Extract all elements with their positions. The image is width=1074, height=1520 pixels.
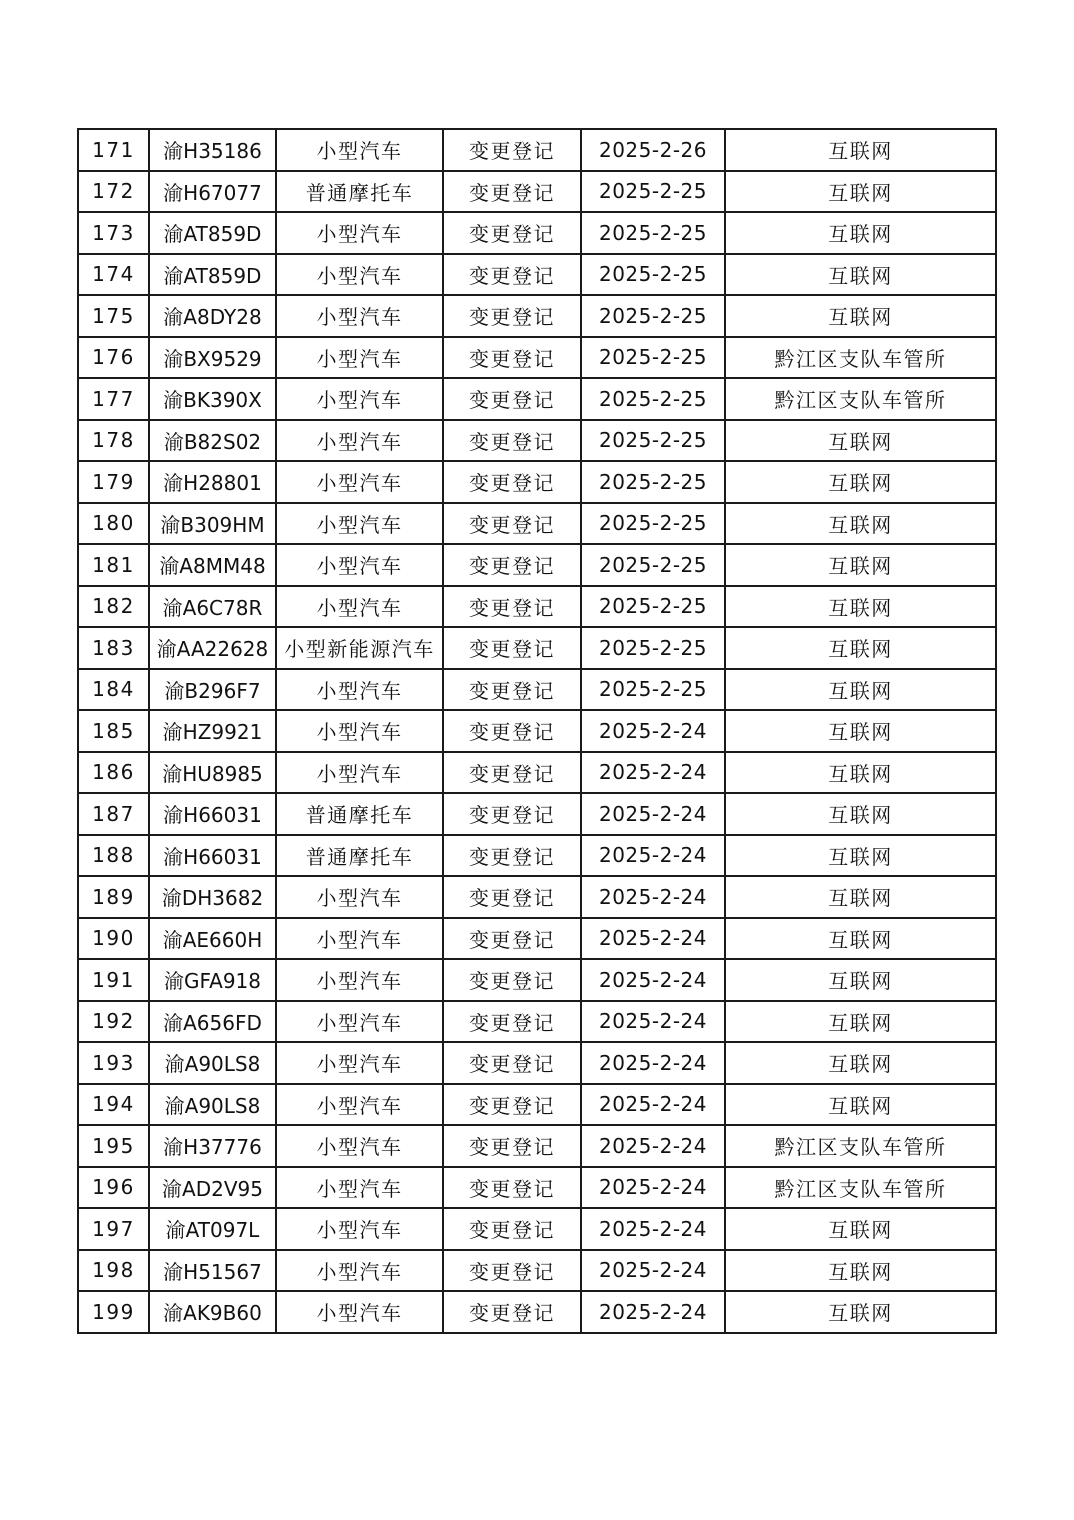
row-number-cell: 177 [78, 378, 149, 420]
table-row [78, 1250, 996, 1292]
channel-cell: 黔江区支队车管所 [725, 1167, 996, 1209]
table-row [78, 1001, 996, 1043]
vehicle-type-cell: 普通摩托车 [276, 171, 443, 213]
channel-cell: 互联网 [725, 420, 996, 462]
table-row [78, 793, 996, 835]
plate-number-cell: 渝B82S02 [149, 420, 276, 462]
row-number-cell: 196 [78, 1167, 149, 1209]
vehicle-type-cell: 小型汽车 [276, 337, 443, 379]
date-cell: 2025-2-25 [581, 503, 725, 545]
row-number-cell: 194 [78, 1084, 149, 1126]
plate-number-cell: 渝H66031 [149, 793, 276, 835]
vehicle-type-cell: 小型汽车 [276, 1042, 443, 1084]
vehicle-type-cell: 小型汽车 [276, 212, 443, 254]
plate-number-cell: 渝A90LS8 [149, 1042, 276, 1084]
vehicle-type-cell: 小型汽车 [276, 1208, 443, 1250]
table-row [78, 295, 996, 337]
plate-number-cell: 渝H37776 [149, 1125, 276, 1167]
business-type-cell: 变更登记 [443, 129, 581, 171]
plate-number-cell: 渝H51567 [149, 1250, 276, 1292]
channel-cell: 互联网 [725, 1042, 996, 1084]
table-row [78, 420, 996, 462]
business-type-cell: 变更登记 [443, 171, 581, 213]
date-cell: 2025-2-24 [581, 752, 725, 794]
vehicle-type-cell: 小型新能源汽车 [276, 627, 443, 669]
date-cell: 2025-2-25 [581, 254, 725, 296]
business-type-cell: 变更登记 [443, 586, 581, 628]
business-type-cell: 变更登记 [443, 918, 581, 960]
plate-number-cell: 渝H66031 [149, 835, 276, 877]
plate-number-cell: 渝DH3682 [149, 876, 276, 918]
vehicle-type-cell: 小型汽车 [276, 1291, 443, 1333]
business-type-cell: 变更登记 [443, 752, 581, 794]
plate-number-cell: 渝A6C78R [149, 586, 276, 628]
date-cell: 2025-2-25 [581, 669, 725, 711]
vehicle-type-cell: 普通摩托车 [276, 793, 443, 835]
channel-cell: 互联网 [725, 752, 996, 794]
business-type-cell: 变更登记 [443, 1250, 581, 1292]
channel-cell: 互联网 [725, 1001, 996, 1043]
table-row [78, 669, 996, 711]
vehicle-type-cell: 小型汽车 [276, 1250, 443, 1292]
table-row [78, 835, 996, 877]
vehicle-type-cell: 小型汽车 [276, 378, 443, 420]
business-type-cell: 变更登记 [443, 503, 581, 545]
date-cell: 2025-2-25 [581, 212, 725, 254]
table-row [78, 1208, 996, 1250]
table-row [78, 710, 996, 752]
row-number-cell: 174 [78, 254, 149, 296]
table-row [78, 627, 996, 669]
channel-cell: 互联网 [725, 586, 996, 628]
business-type-cell: 变更登记 [443, 420, 581, 462]
channel-cell: 互联网 [725, 544, 996, 586]
business-type-cell: 变更登记 [443, 212, 581, 254]
business-type-cell: 变更登记 [443, 295, 581, 337]
channel-cell: 黔江区支队车管所 [725, 378, 996, 420]
plate-number-cell: 渝A90LS8 [149, 1084, 276, 1126]
business-type-cell: 变更登记 [443, 254, 581, 296]
vehicle-type-cell: 小型汽车 [276, 669, 443, 711]
business-type-cell: 变更登记 [443, 876, 581, 918]
business-type-cell: 变更登记 [443, 544, 581, 586]
table-row [78, 544, 996, 586]
plate-number-cell: 渝H35186 [149, 129, 276, 171]
business-type-cell: 变更登记 [443, 835, 581, 877]
channel-cell: 互联网 [725, 254, 996, 296]
plate-number-cell: 渝AE660H [149, 918, 276, 960]
channel-cell: 互联网 [725, 669, 996, 711]
business-type-cell: 变更登记 [443, 959, 581, 1001]
row-number-cell: 176 [78, 337, 149, 379]
business-type-cell: 变更登记 [443, 669, 581, 711]
row-number-cell: 191 [78, 959, 149, 1001]
vehicle-type-cell: 小型汽车 [276, 710, 443, 752]
row-number-cell: 199 [78, 1291, 149, 1333]
plate-number-cell: 渝BK390X [149, 378, 276, 420]
row-number-cell: 183 [78, 627, 149, 669]
date-cell: 2025-2-25 [581, 544, 725, 586]
table-row [78, 1167, 996, 1209]
table-row [78, 918, 996, 960]
date-cell: 2025-2-24 [581, 1208, 725, 1250]
date-cell: 2025-2-24 [581, 710, 725, 752]
plate-number-cell: 渝AA22628 [149, 627, 276, 669]
vehicle-type-cell: 小型汽车 [276, 503, 443, 545]
business-type-cell: 变更登记 [443, 461, 581, 503]
vehicle-type-cell: 小型汽车 [276, 420, 443, 462]
vehicle-type-cell: 小型汽车 [276, 752, 443, 794]
business-type-cell: 变更登记 [443, 337, 581, 379]
table-body [78, 129, 996, 1333]
row-number-cell: 181 [78, 544, 149, 586]
date-cell: 2025-2-24 [581, 1167, 725, 1209]
table-row [78, 254, 996, 296]
business-type-cell: 变更登记 [443, 1125, 581, 1167]
channel-cell: 互联网 [725, 627, 996, 669]
channel-cell: 互联网 [725, 835, 996, 877]
plate-number-cell: 渝A8MM48 [149, 544, 276, 586]
table-row [78, 1042, 996, 1084]
date-cell: 2025-2-25 [581, 586, 725, 628]
channel-cell: 互联网 [725, 129, 996, 171]
plate-number-cell: 渝AT859D [149, 254, 276, 296]
date-cell: 2025-2-24 [581, 1125, 725, 1167]
channel-cell: 互联网 [725, 1250, 996, 1292]
row-number-cell: 171 [78, 129, 149, 171]
plate-number-cell: 渝HZ9921 [149, 710, 276, 752]
date-cell: 2025-2-24 [581, 793, 725, 835]
vehicle-type-cell: 小型汽车 [276, 959, 443, 1001]
vehicle-type-cell: 小型汽车 [276, 129, 443, 171]
table-row [78, 959, 996, 1001]
plate-number-cell: 渝BX9529 [149, 337, 276, 379]
vehicle-type-cell: 小型汽车 [276, 544, 443, 586]
vehicle-type-cell: 小型汽车 [276, 918, 443, 960]
channel-cell: 互联网 [725, 1208, 996, 1250]
row-number-cell: 195 [78, 1125, 149, 1167]
table-row [78, 1084, 996, 1126]
row-number-cell: 175 [78, 295, 149, 337]
channel-cell: 互联网 [725, 918, 996, 960]
table-row [78, 129, 996, 171]
channel-cell: 互联网 [725, 461, 996, 503]
date-cell: 2025-2-25 [581, 378, 725, 420]
channel-cell: 黔江区支队车管所 [725, 1125, 996, 1167]
business-type-cell: 变更登记 [443, 1084, 581, 1126]
table-row [78, 378, 996, 420]
vehicle-type-cell: 小型汽车 [276, 1167, 443, 1209]
date-cell: 2025-2-24 [581, 918, 725, 960]
row-number-cell: 182 [78, 586, 149, 628]
table-row [78, 461, 996, 503]
date-cell: 2025-2-25 [581, 337, 725, 379]
plate-number-cell: 渝AD2V95 [149, 1167, 276, 1209]
plate-number-cell: 渝AT859D [149, 212, 276, 254]
date-cell: 2025-2-24 [581, 1042, 725, 1084]
business-type-cell: 变更登记 [443, 1291, 581, 1333]
vehicle-type-cell: 小型汽车 [276, 295, 443, 337]
vehicle-type-cell: 小型汽车 [276, 461, 443, 503]
row-number-cell: 192 [78, 1001, 149, 1043]
plate-number-cell: 渝A8DY28 [149, 295, 276, 337]
table-row [78, 503, 996, 545]
business-type-cell: 变更登记 [443, 378, 581, 420]
row-number-cell: 198 [78, 1250, 149, 1292]
date-cell: 2025-2-24 [581, 1084, 725, 1126]
channel-cell: 互联网 [725, 959, 996, 1001]
channel-cell: 互联网 [725, 1084, 996, 1126]
channel-cell: 黔江区支队车管所 [725, 337, 996, 379]
date-cell: 2025-2-26 [581, 129, 725, 171]
channel-cell: 互联网 [725, 710, 996, 752]
channel-cell: 互联网 [725, 503, 996, 545]
date-cell: 2025-2-24 [581, 1001, 725, 1043]
table-row [78, 876, 996, 918]
plate-number-cell: 渝H28801 [149, 461, 276, 503]
business-type-cell: 变更登记 [443, 1042, 581, 1084]
row-number-cell: 179 [78, 461, 149, 503]
business-type-cell: 变更登记 [443, 627, 581, 669]
row-number-cell: 184 [78, 669, 149, 711]
row-number-cell: 180 [78, 503, 149, 545]
date-cell: 2025-2-24 [581, 1291, 725, 1333]
table-row [78, 1291, 996, 1333]
date-cell: 2025-2-25 [581, 171, 725, 213]
table-row [78, 337, 996, 379]
row-number-cell: 185 [78, 710, 149, 752]
channel-cell: 互联网 [725, 876, 996, 918]
row-number-cell: 188 [78, 835, 149, 877]
vehicle-type-cell: 普通摩托车 [276, 835, 443, 877]
table-row [78, 752, 996, 794]
vehicle-type-cell: 小型汽车 [276, 586, 443, 628]
vehicle-type-cell: 小型汽车 [276, 1001, 443, 1043]
channel-cell: 互联网 [725, 1291, 996, 1333]
table-row [78, 171, 996, 213]
plate-number-cell: 渝A656FD [149, 1001, 276, 1043]
table-row [78, 212, 996, 254]
channel-cell: 互联网 [725, 171, 996, 213]
business-type-cell: 变更登记 [443, 710, 581, 752]
row-number-cell: 189 [78, 876, 149, 918]
channel-cell: 互联网 [725, 793, 996, 835]
table-row [78, 586, 996, 628]
vehicle-type-cell: 小型汽车 [276, 1125, 443, 1167]
row-number-cell: 193 [78, 1042, 149, 1084]
plate-number-cell: 渝AK9B60 [149, 1291, 276, 1333]
date-cell: 2025-2-24 [581, 959, 725, 1001]
business-type-cell: 变更登记 [443, 793, 581, 835]
plate-number-cell: 渝HU8985 [149, 752, 276, 794]
business-type-cell: 变更登记 [443, 1167, 581, 1209]
date-cell: 2025-2-25 [581, 420, 725, 462]
row-number-cell: 197 [78, 1208, 149, 1250]
row-number-cell: 172 [78, 171, 149, 213]
date-cell: 2025-2-25 [581, 461, 725, 503]
date-cell: 2025-2-25 [581, 627, 725, 669]
plate-number-cell: 渝GFA918 [149, 959, 276, 1001]
plate-number-cell: 渝B309HM [149, 503, 276, 545]
vehicle-type-cell: 小型汽车 [276, 254, 443, 296]
vehicle-registration-table [77, 128, 997, 1334]
plate-number-cell: 渝AT097L [149, 1208, 276, 1250]
date-cell: 2025-2-24 [581, 876, 725, 918]
row-number-cell: 187 [78, 793, 149, 835]
channel-cell: 互联网 [725, 212, 996, 254]
plate-number-cell: 渝B296F7 [149, 669, 276, 711]
plate-number-cell: 渝H67077 [149, 171, 276, 213]
date-cell: 2025-2-25 [581, 295, 725, 337]
row-number-cell: 178 [78, 420, 149, 462]
row-number-cell: 173 [78, 212, 149, 254]
channel-cell: 互联网 [725, 295, 996, 337]
date-cell: 2025-2-24 [581, 835, 725, 877]
vehicle-type-cell: 小型汽车 [276, 1084, 443, 1126]
business-type-cell: 变更登记 [443, 1001, 581, 1043]
table-row [78, 1125, 996, 1167]
row-number-cell: 190 [78, 918, 149, 960]
date-cell: 2025-2-24 [581, 1250, 725, 1292]
row-number-cell: 186 [78, 752, 149, 794]
business-type-cell: 变更登记 [443, 1208, 581, 1250]
vehicle-type-cell: 小型汽车 [276, 876, 443, 918]
